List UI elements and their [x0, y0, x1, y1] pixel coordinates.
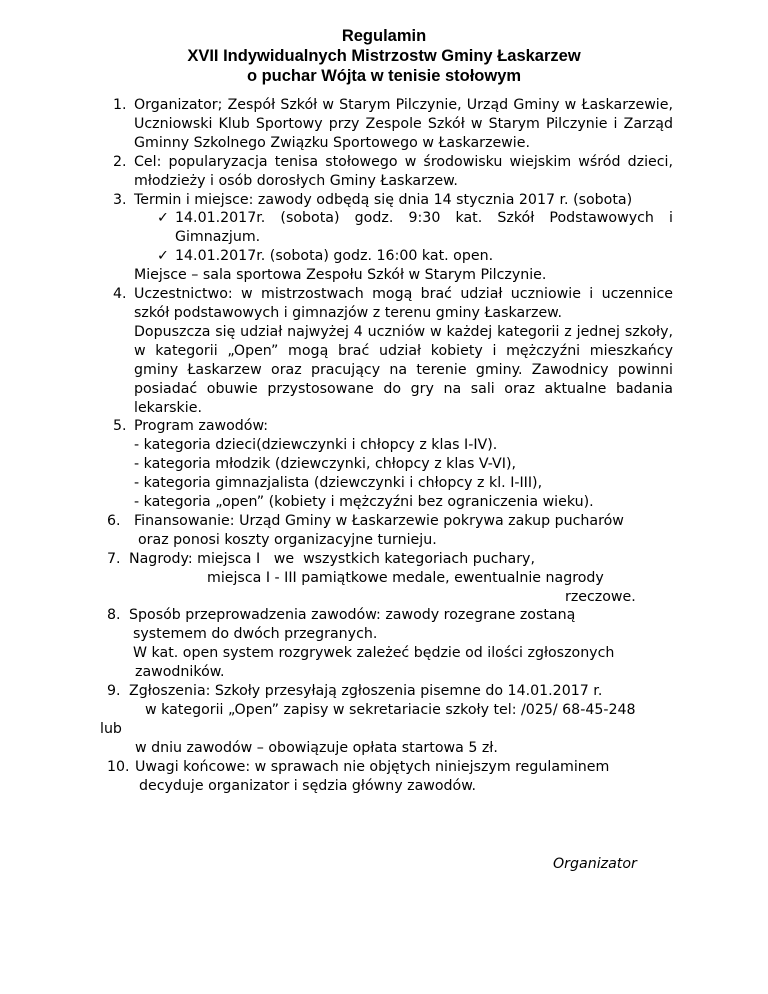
venue-text: Miejsce – sala sportowa Zespołu Szkół w Starym Pilczynie.	[134, 267, 547, 284]
item-text: Uczestnictwo: w mistrzostwach mogą brać udział uczniowie i uczennice szkół podstawowych i gimnazjów z terenu gminy Łaskarzew.	[134, 286, 673, 321]
item-text-continued: w kategorii „Open” zapisy w sekretariacie szkoły tel: /025/ 68-45-248	[145, 702, 636, 718]
item-text-continued: miejsca I - III pamiątkowe medale, ewentualnie nagrody	[207, 569, 604, 586]
list-item-1	[113, 96, 673, 153]
title-line-3: o puchar Wójta w tenisie stołowym	[246, 67, 522, 85]
item-number: 1.	[113, 97, 127, 113]
item-number: 2.	[113, 153, 127, 170]
check-icon: ✓	[157, 248, 169, 265]
list-item-6	[107, 512, 673, 550]
item-text-continued: decyduje organizator i sędzia główny zawodów.	[139, 777, 477, 794]
item-text-continued: lub	[100, 720, 122, 737]
item-text: Sposób przeprowadzenia zawodów: zawody rozegrane zostaną	[129, 607, 576, 624]
schedule-entry-1	[134, 209, 673, 247]
list-item-5	[113, 417, 673, 512]
document-title	[0, 26, 768, 86]
item-text: Organizator; Zespół Szkół w Starym Pilczynie, Urząd Gminy w Łaskarzewie, Uczniowski Klub Sportowy przy Zespole Szkół w Starym Pilczynie i Zarząd Gminny Szkolnego Związku Sportowego w Łaskarzewie.	[134, 97, 673, 151]
item-text-continued: w dniu zawodów – obowiązuje opłata startowa 5 zł.	[135, 739, 498, 756]
item-text: Program zawodów:	[134, 418, 269, 435]
item-number: 7.	[107, 550, 121, 567]
item-text-continued: oraz ponosi koszty organizacyjne turnieju.	[138, 531, 437, 548]
item-text-continued: systemem do dwóch przegranych.	[133, 626, 378, 643]
item-number: 10.	[107, 758, 130, 775]
item-text: Termin i miejsce: zawody odbędą się dnia 14 stycznia 2017 r. (sobota)	[134, 191, 633, 208]
item-text-continued: W kat. open system rozgrywek zależeć będzie od ilości zgłoszonych	[133, 645, 615, 662]
list-item-10	[107, 758, 673, 796]
item-number: 9.	[107, 683, 121, 700]
item-text: Cel: popularyzacja tenisa stołowego w środowisku wiejskim wśród dzieci, młodzieży i osób dorosłych Gminy Łaskarzew.	[134, 153, 673, 189]
list-item-9	[100, 682, 673, 758]
item-text: Uwagi końcowe: w sprawach nie objętych niniejszym regulaminem	[135, 758, 610, 775]
schedule-entry-2	[134, 247, 673, 266]
item-number: 3.	[113, 191, 127, 208]
regulations-list	[100, 96, 673, 796]
list-item-8	[107, 606, 673, 682]
category-line: - kategoria dzieci(dziewczynki i chłopcy z klas I-IV).	[134, 437, 498, 454]
schedule-text: 14.01.2017r. (sobota) godz. 16:00 kat. open.	[175, 248, 494, 265]
item-number: 4.	[113, 286, 127, 303]
list-item-4	[113, 285, 673, 417]
item-text: Nagrody: miejsca I we wszystkich kategoriach puchary,	[129, 550, 535, 567]
title-line-1: Regulamin	[341, 27, 427, 45]
item-text: Finansowanie: Urząd Gminy w Łaskarzewie pokrywa zakup pucharów	[134, 512, 624, 529]
list-item-3	[113, 191, 673, 286]
category-line: - kategoria gimnazjalista (dziewczynki i chłopcy z kl. I-III),	[134, 475, 543, 492]
list-item-2	[113, 153, 673, 191]
check-icon: ✓	[157, 210, 169, 227]
item-text-continued: Dopuszcza się udział najwyżej 4 uczniów w każdej kategorii z jednej szkoły, w kategorii „Open” mogą brać udział kobiety i mężczyźni mieszkańcy gminy Łaskarzew oraz pracujący na terenie gminy. Zawodnicy powinni posiadać obuwie przystosowane do gry na sali oraz aktualne badania lekarskie.	[134, 323, 673, 416]
item-number: 8.	[107, 607, 121, 624]
title-line-2: XVII Indywidualnych Mistrzostw Gminy Łaskarzew	[187, 47, 581, 65]
schedule-text: 14.01.2017r. (sobota) godz. 9:30 kat. Szkół Podstawowych i Gimnazjum.	[175, 210, 673, 246]
item-number: 6.	[107, 512, 121, 529]
list-item-7	[107, 550, 673, 607]
item-number: 5.	[113, 418, 127, 435]
category-line: - kategoria młodzik (dziewczynki, chłopcy z klas V-VI),	[134, 456, 516, 473]
signature: Organizator	[553, 856, 637, 872]
item-text: Zgłoszenia: Szkoły przesyłają zgłoszenia pisemne do 14.01.2017 r.	[129, 683, 603, 700]
category-line: - kategoria „open” (kobiety i mężczyźni bez ograniczenia wieku).	[134, 494, 594, 511]
item-text-continued: rzeczowe.	[565, 588, 636, 605]
item-text-continued: zawodników.	[135, 664, 225, 681]
